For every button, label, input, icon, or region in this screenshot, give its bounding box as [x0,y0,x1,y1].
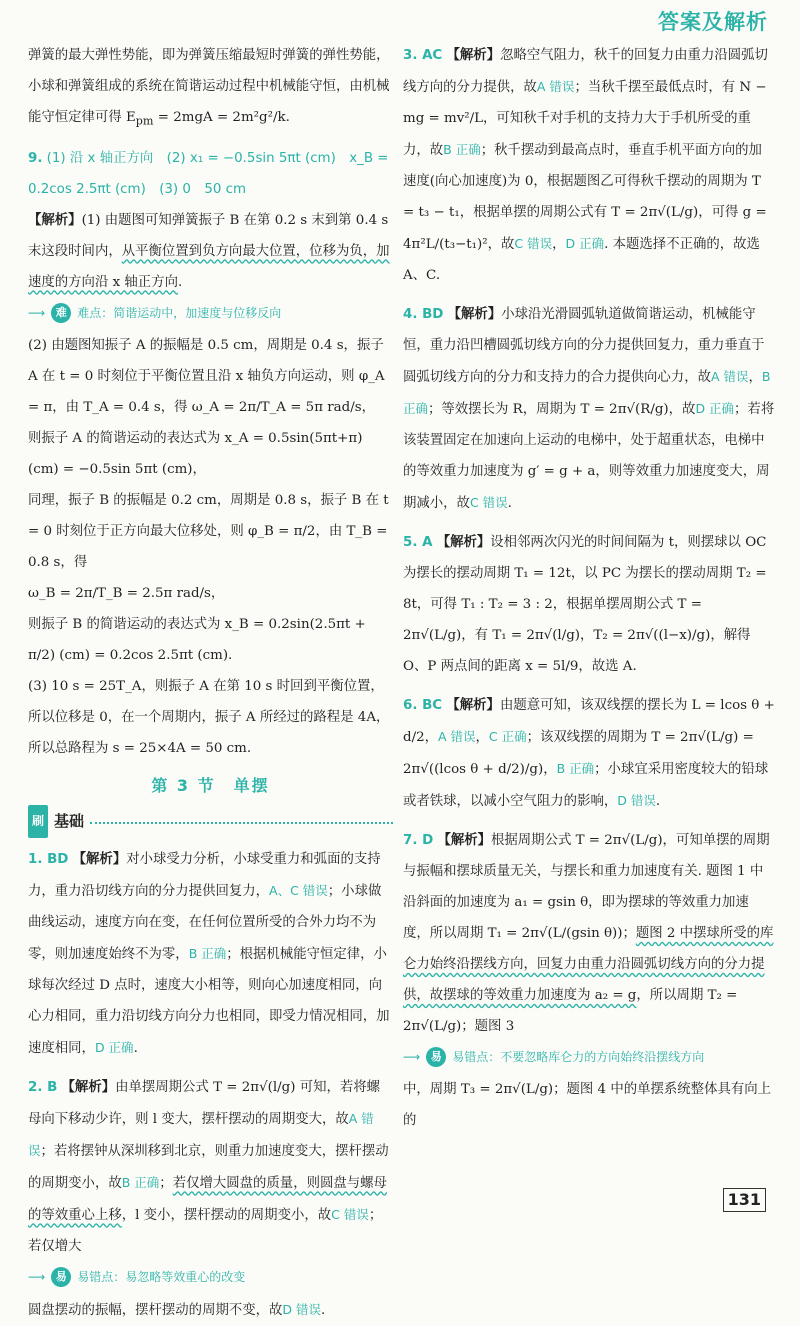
paragraph: 弹簧的最大弹性势能，即为弹簧压缩最短时弹簧的弹性势能，小球和弹簧组成的系统在简谐运动过程中机械能守恒，由机械能守恒定律可得 $E_{pm} = 2mgA = 2m^2g^2/k$. [28,48,390,128]
tip-badge-icon: 易 [426,1047,446,1067]
paragraph: 则振子 B 的简谐运动的表达式为 x_B = 0.2sin(2.5πt + π/2) (cm) = 0.2cos 2.5πt (cm). [28,616,366,663]
tip-note: ⟶ 难 难点：简谐运动中，加速度与位移反向 [28,302,393,324]
tip-badge-icon: 难 [51,303,71,323]
paragraph: (2) 由题图知振子 A 的振幅是 0.5 cm，周期是 0.4 s，振子 A 在 t = 0 时刻位于平衡位置且沿 x 轴负方向运动，则 φ_A = π，由 T_A = 0.4 s，得 ω_A = 2π/T_A = 5π rad/s， [28,337,385,415]
header-title: 答案及解析 [658,10,768,34]
paragraph: (3) 10 s = 25T_A，则振子 A 在第 10 s 时回到平衡位置，所以位移是 0，在一个周期内，振子 A 所经过的路程是 4A，所以总路程为 s = 25×4A = 50 cm. [28,678,390,756]
q9-analysis: 【解析】(1) 由题图可知弹簧振子 B 在第 0.2 s 末到第 0.4 s 末这段时间内，从平衡位置到负方向最大位置，位移为负，加速度的方向沿 x 轴正方向. [28,211,390,290]
paragraph: 圆盘摆动的振幅，摆杆摆动的周期不变，故D 错误. [28,1301,326,1318]
right-column [403,40,775,1136]
arrow-icon: ⟶ [28,1269,46,1284]
paragraph: 同理，振子 B 的振幅是 0.2 cm，周期是 0.8 s，振子 B 在 t = 0 时刻位于正方向最大位移处，则 φ_B = π/2，由 T_B = 0.8 s，得 [28,492,389,570]
q6: 6. BC 【解析】由题意可知，该双线摆的摆长为 L = lcos θ + d/2，A 错误，C 正确；该双线摆的周期为 T = 2π√(L/g) = 2π√((lcos θ + d/2)/g)，B 正确；小球宜采用密度较大的铅球或者铁球，以减小空气阻力的影响，D 错误. [403,697,775,809]
paragraph: ω_B = 2π/T_B = 2.5π rad/s， [28,585,225,601]
left-column [28,40,393,1326]
q5: 5. A 【解析】设相邻两次闪光的时间间隔为 t，则摆球以 OC 为摆长的摆动周期 T₁ = 12t，以 PC 为摆长的摆动周期 T₂ = 8t，可得 T₁ : T₂ = 3 : 2，根据单摆周期公式 T = 2π√(L/g)，有 T₁ = 2π√(l/g)，T₂ = 2π√((l−x)/g)，解得 O、P 两点间的距离 x = 5l/9，故选 A. [403,534,767,674]
q1: 1. BD 【解析】对小球受力分析，小球受重力和弧面的支持力，重力沿切线方向的分力提供回复力，A、C 错误；小球做曲线运动，速度方向在变，在任何位置所受的合外力均不为零，则加速度始终不为零，B 正确；根据机械能守恒定律，小球每次经过 D 点时，速度大小相等，则向心加速度相同，向心力相同，重力沿切线方向分力也相同，即受力情况相同，加速度相同，D 正确. [28,850,390,1056]
paragraph: 中，周期 T₃ = 2π√(L/g)；题图 4 中的单摆系统整体具有向上的 [403,1082,772,1128]
paragraph: 则振子 A 的简谐运动的表达式为 x_A = 0.5sin(5πt+π) (cm) = −0.5sin 5πt (cm)， [28,430,363,477]
page-number: 131 [723,1188,766,1212]
tip-note: ⟶ 易 易错点：不要忽略库仑力的方向始终沿摆线方向 [403,1046,775,1068]
q2: 2. B 【解析】由单摆周期公式 T = 2π√(l/g) 可知，若将螺母向下移动少许，则 l 变大，摆杆摆动的周期变大，故A 错误；若将摆钟从深圳移到北京，则重力加速度变大，摆杆摆动的周期变小，故B 正确；若仅增大圆盘的质量，则圆盘与螺母的等效重心上移，l 变小，摆杆摆动的周期变小，故C 错误；若仅增大 [28,1078,389,1254]
tip-badge-icon: 易 [51,1267,71,1287]
answer-text: (1) 沿 x 轴正方向 (2) x₁ = −0.5sin 5πt (cm) x_B = 0.2cos 2.5πt (cm) (3) 0 50 cm [28,150,389,197]
arrow-icon: ⟶ [403,1050,421,1064]
question-number: 9. [28,150,43,166]
section-title: 第 3 节 单摆 [151,775,270,795]
arrow-icon: ⟶ [28,305,46,320]
q4: 4. BD 【解析】小球沿光滑圆弧轨道做简谐运动，机械能守恒，重力沿凹槽圆弧切线方向的分力提供回复力，重力垂直于圆弧切线方向的分力和支持力的合力提供向心力，故A 错误，B 正确；等效摆长为 R，周期为 T = 2π√(R/g)，故D 正确；若将该装置固定在加速向上运动的电梯中，处于超重状态，电梯中的等效重力加速度为 g′ = g + a，则等效重力加速度变大，周期减小，故C 错误. [403,306,775,511]
section-label: 刷 基础 [28,805,393,838]
brush-badge-icon: 刷 [28,805,48,838]
tip-note: ⟶ 易 易错点：易忽略等效重心的改变 [28,1266,393,1288]
q3: 3. AC 【解析】忽略空气阻力，秋千的回复力由重力沿圆弧切线方向的分力提供，故A 错误；当秋千摆至最低点时，有 N − mg = mv²/L，可知秋千对手机的支持力大于手机所受的重力，故B 正确；秋千摆动到最高点时，垂直手机平面方向的加速度(向心加速度)为 0，根据题图乙可得秋千摆动的周期为 T = t₃ − t₁，根据单摆的周期公式有 T = 2π√(L/g)，可得 g = 4π²L/(t₃−t₁)²，故C 错误，D 正确. 本题选择不正确的，故选 A、C. [403,47,768,283]
divider [90,822,393,824]
q9-answer [28,143,393,205]
q7: 7. D 【解析】根据周期公式 T = 2π√(L/g)，可知单摆的周期与振幅和摆球质量无关，与摆长和重力加速度有关. 题图 1 中沿斜面的加速度为 a₁ = gsin θ，即为摆球的等效重力加速度，所以周期 T₁ = 2π√(L/(gsin θ))；题图 2 中摆球所受的库仑力始终沿摆线方向，回复力由重力沿圆弧切线方向的分力提供，故摆球的等效重力加速度为 a₂ = g，所以周期 T₂ = 2π√(L/g)；题图 3 [403,832,774,1034]
